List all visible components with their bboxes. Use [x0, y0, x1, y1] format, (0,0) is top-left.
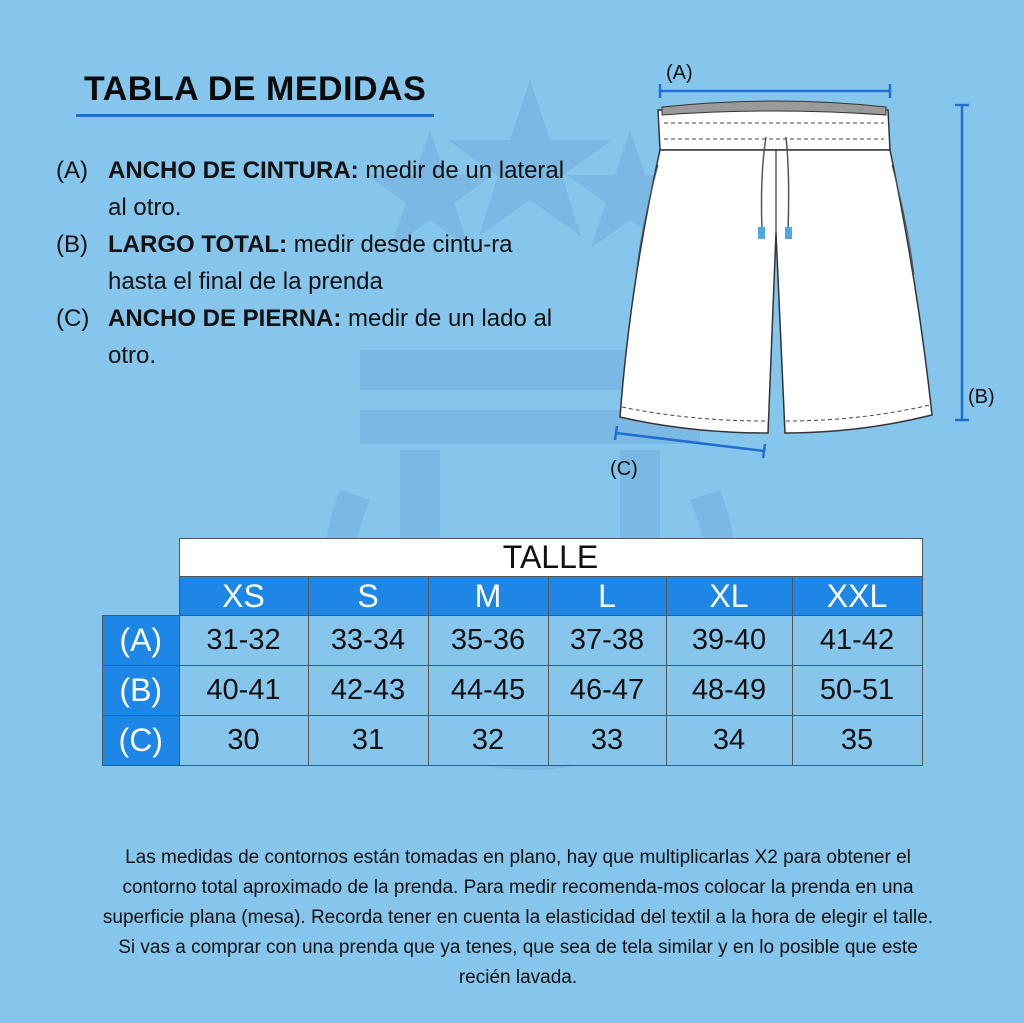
instruction-desc: medir desde cintu-ra hasta el final de la prenda	[108, 231, 513, 295]
instruction-letter: (B)	[56, 231, 88, 258]
size-header: XXL	[792, 577, 922, 616]
instruction-letter: (A)	[56, 157, 88, 184]
table-header-talle: TALLE	[179, 539, 922, 577]
size-header: XS	[179, 577, 308, 616]
waistband-shape	[658, 110, 890, 150]
table-row	[103, 616, 923, 666]
instruction-letter: (C)	[56, 305, 90, 332]
size-header: XL	[666, 577, 792, 616]
size-header: M	[428, 577, 548, 616]
label-c: (C)	[610, 458, 638, 480]
row-label: (C)	[103, 716, 180, 766]
instruction-text	[108, 226, 576, 300]
table-cell: 41-42	[792, 616, 922, 666]
size-header: L	[548, 577, 666, 616]
table-cell: 31	[308, 716, 428, 766]
table-cell: 35-36	[428, 616, 548, 666]
instruction-a	[56, 152, 576, 226]
instructions-list	[56, 152, 576, 374]
table-blank-cell	[103, 539, 180, 577]
table-cell: 48-49	[666, 666, 792, 716]
measure-line-c	[616, 433, 764, 451]
instruction-b	[56, 226, 576, 300]
table-cell: 37-38	[548, 616, 666, 666]
row-label: (B)	[103, 666, 180, 716]
table-cell: 42-43	[308, 666, 428, 716]
label-b: (B)	[968, 386, 995, 408]
page-title: TABLA DE MEDIDAS	[84, 70, 427, 108]
instruction-desc: medir de un lateral al otro.	[108, 157, 565, 221]
table-cell: 32	[428, 716, 548, 766]
instruction-text	[108, 152, 576, 226]
table-row	[103, 716, 923, 766]
table-cell: 30	[179, 716, 308, 766]
instruction-text	[108, 300, 576, 374]
instruction-desc: medir de un lado al otro.	[108, 305, 553, 369]
size-header: S	[308, 577, 428, 616]
instruction-c	[56, 300, 576, 374]
shorts-diagram	[600, 55, 1020, 495]
table-cell: 39-40	[666, 616, 792, 666]
table-cell: 46-47	[548, 666, 666, 716]
footnote-text: Las medidas de contornos están tomadas en plano, hay que multiplicarlas X2 para obtener el contorno total aproximado de la prenda. Para medir recomenda-mos colocar la prenda en una superficie plana (mesa). Recorda tener en cuenta la elasticidad del textil a la hora de elegir el talle. Si vas a comprar con una prenda que ya tenes, que sea de tela similar y en lo posible que este recién lavada.	[102, 847, 934, 988]
table-corner	[103, 577, 180, 616]
table-row	[103, 666, 923, 716]
instruction-label: ANCHO DE PIERNA:	[108, 305, 342, 332]
title-underline	[76, 114, 434, 117]
table-cell: 44-45	[428, 666, 548, 716]
instruction-label: LARGO TOTAL:	[108, 231, 288, 258]
table-cell: 50-51	[792, 666, 922, 716]
table-cell: 34	[666, 716, 792, 766]
row-label: (A)	[103, 616, 180, 666]
table-cell: 35	[792, 716, 922, 766]
table-cell: 40-41	[179, 666, 308, 716]
size-table	[102, 538, 923, 766]
label-a: (A)	[666, 62, 693, 84]
table-cell: 33-34	[308, 616, 428, 666]
table-cell: 31-32	[179, 616, 308, 666]
table-cell: 33	[548, 716, 666, 766]
instruction-label: ANCHO DE CINTURA:	[108, 157, 359, 184]
